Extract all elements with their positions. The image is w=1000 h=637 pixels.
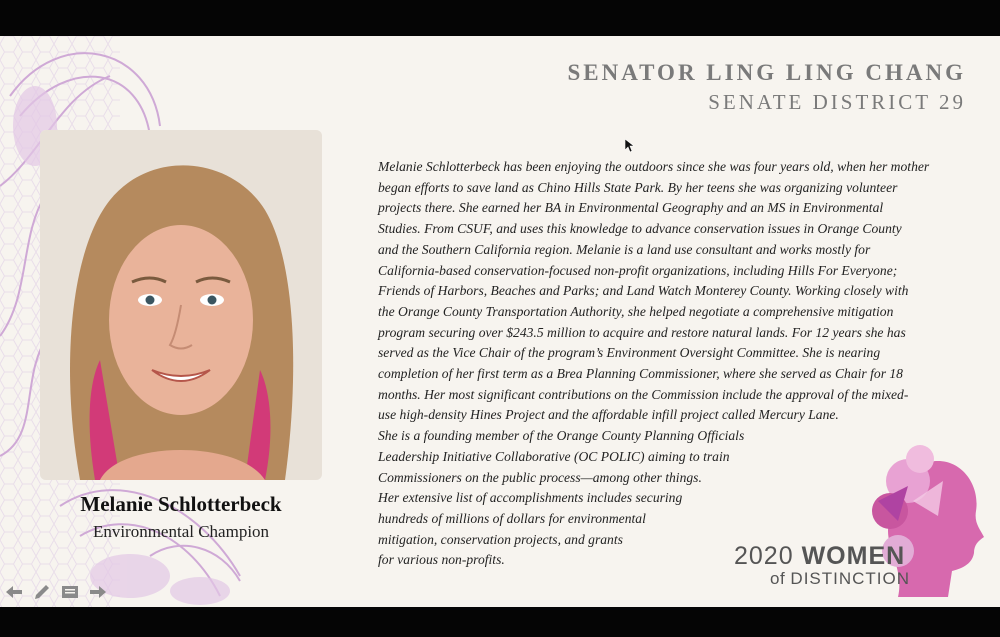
logo-distinction: DISTINCTION <box>790 569 911 588</box>
bio-line: program securing over $243.5 million to acquire and restore natural lands. For 12 years she has <box>378 324 906 340</box>
bio-line: Studies. From CSUF, and uses this knowledge to advance conservation issues in Orange County <box>378 221 902 237</box>
pencil-icon[interactable] <box>31 581 53 603</box>
slide-toolbar <box>3 580 109 604</box>
senator-name: SENATOR LING LING CHANG <box>567 60 966 85</box>
mouse-cursor-icon <box>625 139 635 153</box>
arrow-left-icon[interactable] <box>3 581 25 603</box>
bio-line: hundreds of millions of dollars for environmental <box>378 510 646 526</box>
honoree-name: Melanie Schlotterbeck <box>80 492 282 516</box>
bio-line: She is a founding member of the Orange County Planning Officials <box>378 428 745 444</box>
women-of-distinction-subtitle <box>770 569 910 589</box>
slide-menu-icon[interactable] <box>59 581 81 603</box>
bio-line: Melanie Schlotterbeck has been enjoying the outdoors since she was four years old, when her mother <box>378 159 930 174</box>
bio-line: months. Her most significant contributions on the Commission include the approval of the mixed- <box>378 386 909 402</box>
bio-line: Her extensive list of accomplishments includes securing <box>378 490 683 506</box>
bio-line: Commissioners on the public process—among other things. <box>378 469 702 485</box>
logo-year: 2020 <box>734 542 794 570</box>
bio-line: the Orange County Transportation Authority, she helped negotiate a comprehensive mitigation <box>378 303 894 319</box>
presentation-slide <box>0 36 1000 607</box>
women-of-distinction-logo <box>734 542 905 571</box>
honoree-title: Environmental Champion <box>92 522 270 541</box>
bio-line: California-based conservation-focused non-profit organizations, including Hills For Everyone; <box>378 262 898 278</box>
bio-line: mitigation, conservation projects, and grants <box>378 531 623 547</box>
bio-line: Leadership Initiative Collaborative (OC POLIC) aiming to train <box>378 448 730 464</box>
bio-line: completion of her first term as a Brea Planning Commissioner, where she served as Chair for 18 <box>378 366 903 382</box>
logo-women: WOMEN <box>801 542 906 570</box>
bio-line: for various non-profits. <box>378 552 505 568</box>
bio-line: and the Southern California region. Melanie is a land use consultant and works mostly for <box>378 241 871 257</box>
bio-line: Friends of Harbors, Beaches and Parks; and Land Watch Monterey County. Working closely with <box>378 283 909 299</box>
honoree-photo <box>40 130 322 480</box>
bio-line: began efforts to save land as Chino Hills State Park. By her teens she was organizing volunteer <box>378 179 898 195</box>
logo-of: of <box>770 569 786 588</box>
arrow-right-icon[interactable] <box>87 581 109 603</box>
senate-district: SENATE DISTRICT 29 <box>708 90 966 114</box>
bottom-letterbox-bar <box>0 607 1000 637</box>
bio-line: served as the Vice Chair of the program’s Environment Oversight Committee. She is nearing <box>378 345 881 361</box>
bio-line: projects there. She earned her BA in Environmental Geography and an MS in Environmental <box>378 200 884 216</box>
top-letterbox-bar <box>0 0 1000 36</box>
bio-line: use high-density Hines Project and the affordable infill project called Mercury Lane. <box>378 407 839 423</box>
